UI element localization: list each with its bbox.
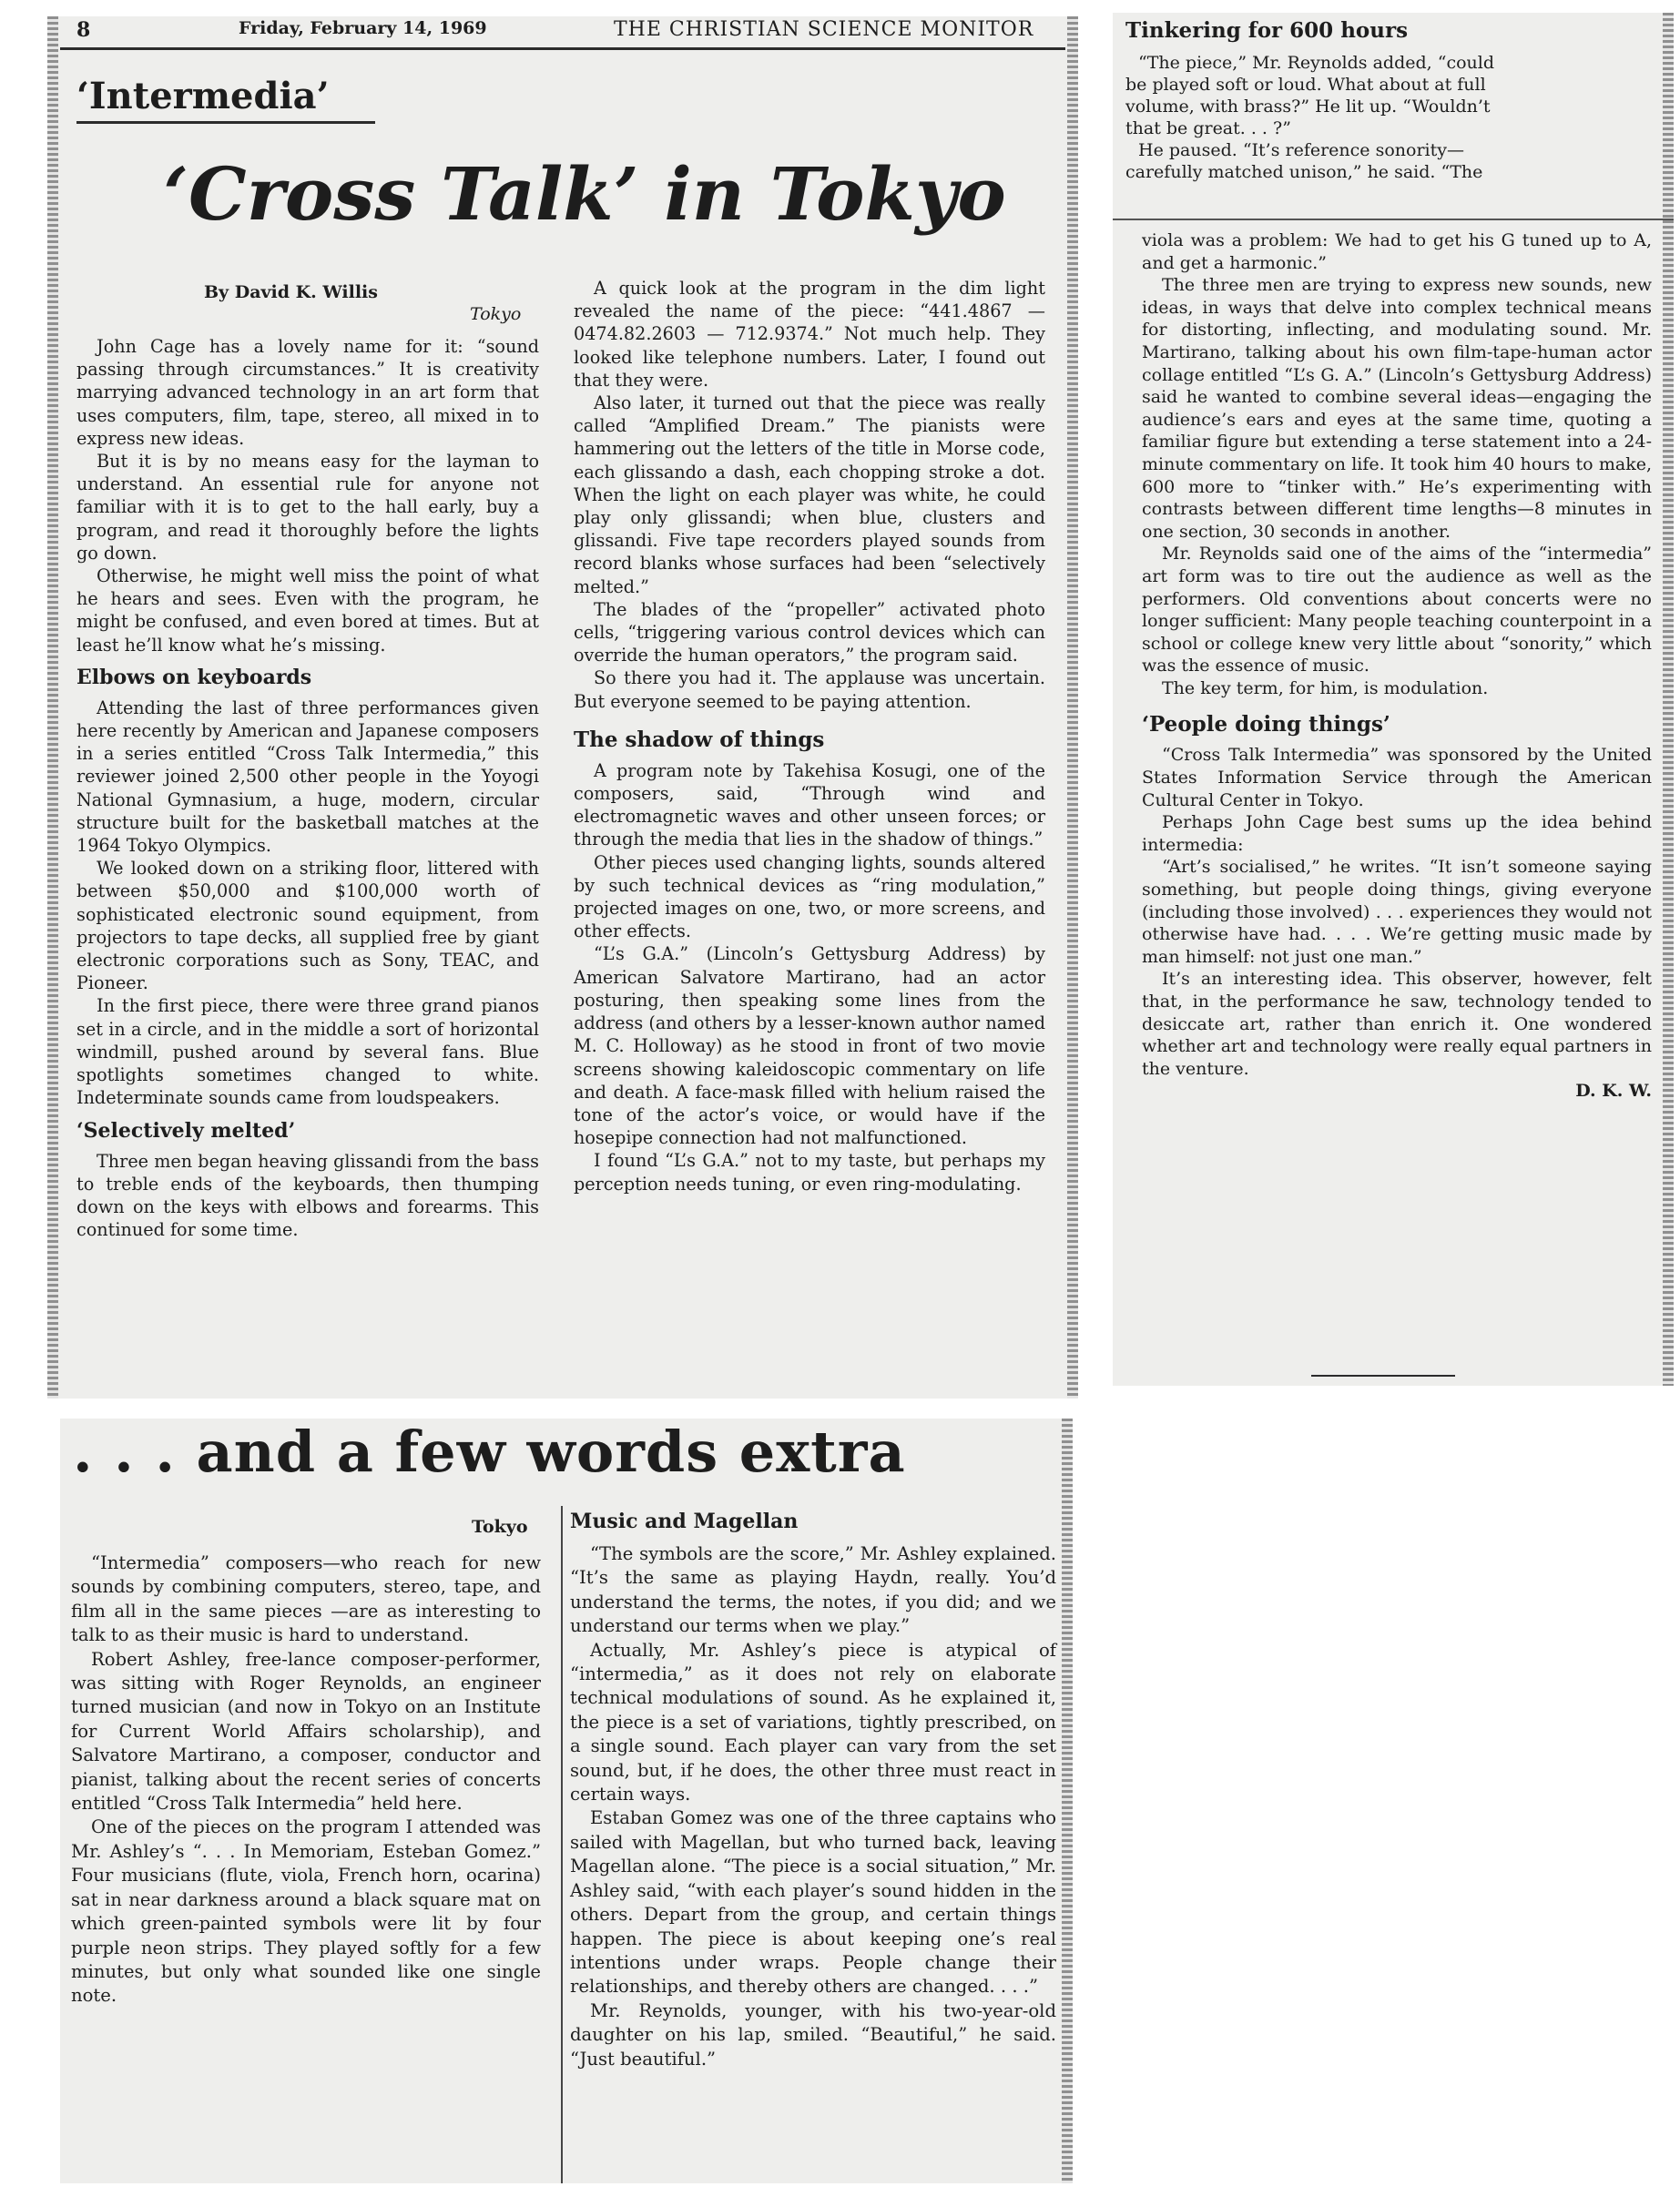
paragraph: Estaban Gomez was one of the three captains who sailed with Magellan, but who turned back, leaving Magellan alone. “The piece is a social situation,” Mr. Ashley said, “with each player’s sound hidden in the others. Depart from the group, and certain things happen. The piece is about keeping one’s real intentions under wraps. People change their relationships, and thereby others are changed. . . .” bbox=[570, 1807, 1056, 1998]
paragraph: The three men are trying to express new sounds, new ideas, in ways that delve into complex technical means for distorting, inflecting, and modulating sound. Mr. Martirano, talking about his own film-tape-human actor collage entitled “L’s G. A.” (Lincoln’s Gettysburg Address) said he wanted to combine several ideas—engaging the audience’s ears and eyes at the same time, quoting a familiar figure but extending a terse statement into a 24-minute commentary on life. It took him 40 hours to make, 600 more to “tinker with.” He’s experimenting with contrasts between different time lengths—8 minutes in one section, 30 seconds in another. bbox=[1142, 275, 1652, 542]
bottom-column-2 bbox=[570, 1510, 1056, 2071]
headline: ‘Cross Talk’ in Tokyo bbox=[163, 151, 1006, 237]
text-line: carefully matched unison,” he said. “The bbox=[1125, 162, 1483, 182]
subhead-shadow-of-things: The shadow of things bbox=[574, 727, 825, 752]
text-line: He paused. “It’s reference sonority— bbox=[1138, 140, 1464, 160]
right-edge-strip bbox=[1067, 16, 1078, 1399]
page-number: 8 bbox=[76, 18, 91, 42]
text-line: “The piece,” Mr. Reynolds added, “could bbox=[1138, 53, 1494, 73]
subhead-people-doing-things: ‘People doing things’ bbox=[1142, 712, 1390, 737]
kicker-underline bbox=[76, 121, 375, 124]
paragraph: Perhaps John Cage best sums up the idea behind intermedia: bbox=[1142, 812, 1652, 855]
paragraph: A quick look at the program in the dim light revealed the name of the piece: “441.4867 — 0474.82.2603 — 712.9374.” Not much help. They looked like telephone numbers. Later, I found out that they were. bbox=[574, 278, 1045, 391]
main-clipping bbox=[47, 16, 1078, 1399]
paragraph: A program note by Takehisa Kosugi, one of the composers, said, “Through wind and electromagnetic waves and other unseen forces; or through the media that lies in the shadow of things.” bbox=[574, 759, 1045, 850]
right-edge-strip bbox=[1062, 1419, 1073, 2183]
paragraph: “L’s G.A.” (Lincoln’s Gettysburg Address) by American Salvatore Martirano, had an actor posturing, then speaking some lines from the address (and others by a lesser-known author named M. C. Holloway) as he stood in front of two movie screens showing kaleidoscopic commentary on life and death. A face-mask filled with helium raised the tone of the actor’s voice, or would have if the hosepipe connection had not malfunctioned. bbox=[574, 943, 1045, 1149]
place: Tokyo bbox=[472, 1517, 528, 1537]
paragraph: Three men began heaving glissandi from the bass to treble ends of the keyboards, then thumping down on the keys with elbows and forearms. This continued for some time. bbox=[76, 1150, 539, 1241]
bottom-clipping bbox=[60, 1419, 1073, 2183]
paragraph: Otherwise, he might well miss the point of what he hears and sees. Even with the program, he might be confused, and even bored at times. But at least he’ll know what he’s missing. bbox=[76, 565, 539, 656]
subhead-music-and-magellan: Music and Magellan bbox=[570, 1510, 799, 1533]
main-column-1 bbox=[76, 335, 539, 1241]
subhead-selectively-melted: ‘Selectively melted’ bbox=[76, 1118, 296, 1143]
paragraph: “Cross Talk Intermedia” was sponsored by the United States Information Service through the American Cultural Center in Tokyo. bbox=[1142, 745, 1652, 810]
paragraph: So there you had it. The applause was uncertain. But everyone seemed to be paying attention. bbox=[574, 667, 1045, 712]
clipping-cut-line bbox=[1113, 219, 1674, 220]
dateline: Friday, February 14, 1969 bbox=[239, 18, 487, 38]
paragraph: The blades of the “propeller” activated photo cells, “triggering various control devices which can override the human operators,” the program said. bbox=[574, 598, 1045, 666]
paragraph: I found “L’s G.A.” not to my taste, but perhaps my perception needs tuning, or even ring-modulating. bbox=[574, 1150, 1045, 1195]
masthead-rule bbox=[60, 47, 1065, 50]
paragraph: But it is by no means easy for the layman to understand. An essential rule for anyone not familiar with it is to get to the hall early, buy a program, and read it thoroughly before the lights go down. bbox=[76, 451, 539, 564]
subhead-tinkering: Tinkering for 600 hours bbox=[1125, 18, 1409, 43]
kicker: ‘Intermedia’ bbox=[76, 75, 330, 117]
paragraph: “The symbols are the score,” Mr. Ashley explained. “It’s the same as playing Haydn, really. You’d understand the terms, the notes, if you did; and we understand our terms when we play.” bbox=[570, 1543, 1056, 1637]
end-rule bbox=[1311, 1375, 1455, 1377]
main-column-2 bbox=[574, 277, 1045, 1195]
text-line: be played soft or loud. What about at full bbox=[1125, 75, 1486, 95]
signoff: D. K. W. bbox=[1575, 1081, 1652, 1102]
byline: By David K. Willis bbox=[204, 282, 378, 302]
right-column bbox=[1142, 229, 1652, 1102]
paragraph: “Art’s socialised,” he writes. “It isn’t someone saying something, but people doing things, giving everyone (including those involved) . . . experiences they would not otherwise have had. . . . We’re getting music made by man himself: not just one man.” bbox=[1142, 857, 1652, 967]
place: Tokyo bbox=[470, 304, 522, 324]
paragraph: In the first piece, there were three grand pianos set in a circle, and in the middle a sort of horizontal windmill, pushed around by several fans. Blue spotlights sometimes changed to white. Indeterminate sounds came from loudspeakers. bbox=[76, 995, 539, 1109]
paragraph: Mr. Reynolds, younger, with his two-year-old daughter on his lap, smiled. “Beautiful,” he said. “Just beautiful.” bbox=[570, 1999, 1056, 2070]
bottom-column-1 bbox=[71, 1551, 541, 2009]
paragraph: viola was a problem: We had to get his G tuned up to A, and get a harmonic.” bbox=[1142, 230, 1652, 273]
text-line: volume, with brass?” He lit up. “Wouldn’t bbox=[1125, 97, 1491, 117]
paragraph: Mr. Reynolds said one of the aims of the “intermedia” art form was to tire out the audience as well as the performers. Old conventions about concerts were no longer sufficient: Many people teaching counterpoint in a school or college knew very little about “sonority,” which was the essence of music. bbox=[1142, 544, 1652, 676]
paragraph: It’s an interesting idea. This observer, however, felt that, in the performance he saw, technology tended to desiccate art, rather than enrich it. One wondered whether art and technology were really equal partners in the venture. bbox=[1142, 969, 1652, 1079]
paragraph: “Intermedia” composers—who reach for new sounds by combining computers, stereo, tape, and film all in the same pieces —are as interesting to talk to as their music is hard to understand. bbox=[71, 1552, 541, 1646]
headline: . . . and a few words extra bbox=[73, 1419, 906, 1485]
paragraph: Actually, Mr. Ashley’s piece is atypical of “intermedia,” as it does not rely on elaborate technical modulations of sound. As he explained it, the piece is a set of variations, tightly prescribed, on a single sound. Each player can vary from the set sound, but, if he does, the other three must react in certain ways. bbox=[570, 1639, 1056, 1805]
paragraph: The key term, for him, is modulation. bbox=[1162, 677, 1489, 698]
column-divider bbox=[561, 1506, 563, 2183]
paragraph: Also later, it turned out that the piece was really called “Amplified Dream.” The pianists were hammering out the letters of the title in Morse code, each glissando a dash, each chopping stroke a dot. When the light on each player was white, he could play only glissandi; when blue, clusters and glissandi. Five tape recorders played sounds from record blanks whose surfaces had been “selectively melted.” bbox=[574, 392, 1045, 597]
paragraph: One of the pieces on the program I attended was Mr. Ashley’s “. . . In Memoriam, Esteban Gomez.” Four musicians (flute, viola, French horn, ocarina) sat in near darkness around a black square mat on which green-painted symbols were lit by four purple neon strips. They played softly for a few minutes, but only what sounded like one single note. bbox=[71, 1816, 541, 2007]
paragraph: Robert Ashley, free-lance composer-performer, was sitting with Roger Reynolds, an engineer turned musician (and now in Tokyo on an Institute for Current World Affairs scholarship), and Salvatore Martirano, a composer, conductor and pianist, talking about the recent series of concerts entitled “Cross Talk Intermedia” held here. bbox=[71, 1648, 541, 1815]
paragraph: John Cage has a lovely name for it: “sound passing through circumstances.” It is creativity marrying advanced technology in an art form that uses computers, film, tape, stereo, all mixed in to express new ideas. bbox=[76, 336, 539, 449]
masthead: THE CHRISTIAN SCIENCE MONITOR bbox=[614, 18, 1034, 41]
paragraph: Other pieces used changing lights, sounds altered by such technical devices as “ring modulation,” projected images on one, two, or more screens, and other effects. bbox=[574, 851, 1045, 942]
left-edge-strip bbox=[47, 16, 58, 1399]
paragraph: Attending the last of three performances given here recently by American and Japanese composers in a series entitled “Cross Talk Intermedia,” this reviewer joined 2,500 other people in the Yoyogi National Gymnasium, a huge, modern, circular structure built for the basketball matches at the 1964 Tokyo Olympics. bbox=[76, 697, 539, 857]
paragraph: We looked down on a striking floor, littered with between $50,000 and $100,000 worth of sophisticated electronic sound equipment, from projectors to tape decks, all supplied free by giant electronic corporations such as Sony, TEAC, and Pioneer. bbox=[76, 858, 539, 994]
subhead-elbows: Elbows on keyboards bbox=[76, 665, 312, 689]
text-line: that be great. . . ?” bbox=[1125, 118, 1291, 138]
right-clipping bbox=[1113, 13, 1674, 1386]
